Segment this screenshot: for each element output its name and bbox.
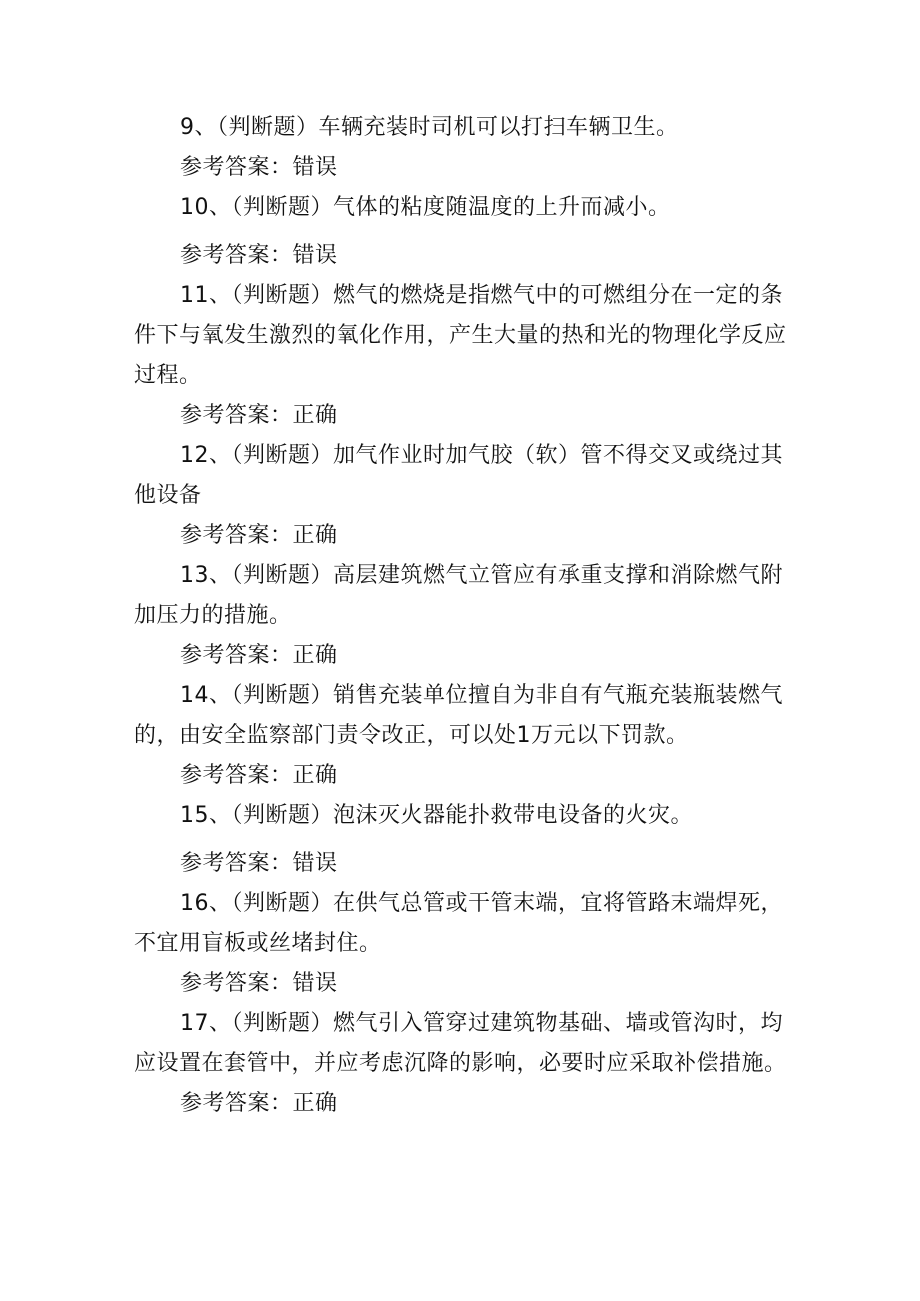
question-text: 11、（判断题）燃气的燃烧是指燃气中的可燃组分在一定的条件下与氧发生激烈的氧化作用，产生大量的热和光的物理化学反应过程。	[134, 283, 787, 388]
answer-text: 参考答案：正确	[180, 523, 338, 548]
question-text: 13、（判断题）高层建筑燃气立管应有承重支撑和消除燃气附加压力的措施。	[134, 563, 783, 628]
answer-text: 参考答案：正确	[180, 763, 338, 788]
spacer	[134, 228, 794, 236]
question-text: 14、（判断题）销售充装单位擅自为非自有气瓶充装瓶装燃气的，由安全监察部门责令改正，可以处1万元以下罚款。	[134, 683, 783, 748]
document-page	[134, 108, 794, 1124]
question-item-12	[134, 436, 794, 556]
answer-text: 参考答案：错误	[180, 155, 338, 180]
spacer	[134, 836, 794, 844]
question-item-16	[134, 884, 794, 1004]
question-text: 16、（判断题）在供气总管或干管末端，宜将管路末端焊死，不宜用盲板或丝堵封住。	[134, 891, 783, 956]
answer-text: 参考答案：正确	[180, 403, 338, 428]
question-item-13	[134, 556, 794, 676]
question-text: 10、（判断题）气体的粘度随温度的上升而减小。	[180, 195, 671, 220]
answer-text: 参考答案：错误	[180, 243, 338, 268]
question-item-17	[134, 1004, 794, 1124]
question-text: 17、（判断题）燃气引入管穿过建筑物基础、墙或管沟时，均应设置在套管中，并应考虑沉降的影响，必要时应采取补偿措施。	[134, 1011, 787, 1076]
answer-text: 参考答案：正确	[180, 643, 338, 668]
question-text: 12、（判断题）加气作业时加气胶（软）管不得交叉或绕过其他设备	[134, 443, 783, 508]
question-item-10	[134, 188, 794, 276]
answer-text: 参考答案：正确	[180, 1091, 338, 1116]
answer-text: 参考答案：错误	[180, 851, 338, 876]
question-item-14	[134, 676, 794, 796]
answer-text: 参考答案：错误	[180, 971, 338, 996]
question-item-9	[134, 108, 794, 188]
question-text: 9、（判断题）车辆充装时司机可以打扫车辆卫生。	[180, 115, 679, 140]
question-text: 15、（判断题）泡沫灭火器能扑救带电设备的火灾。	[180, 803, 693, 828]
question-item-15	[134, 796, 794, 884]
question-item-11	[134, 276, 794, 436]
